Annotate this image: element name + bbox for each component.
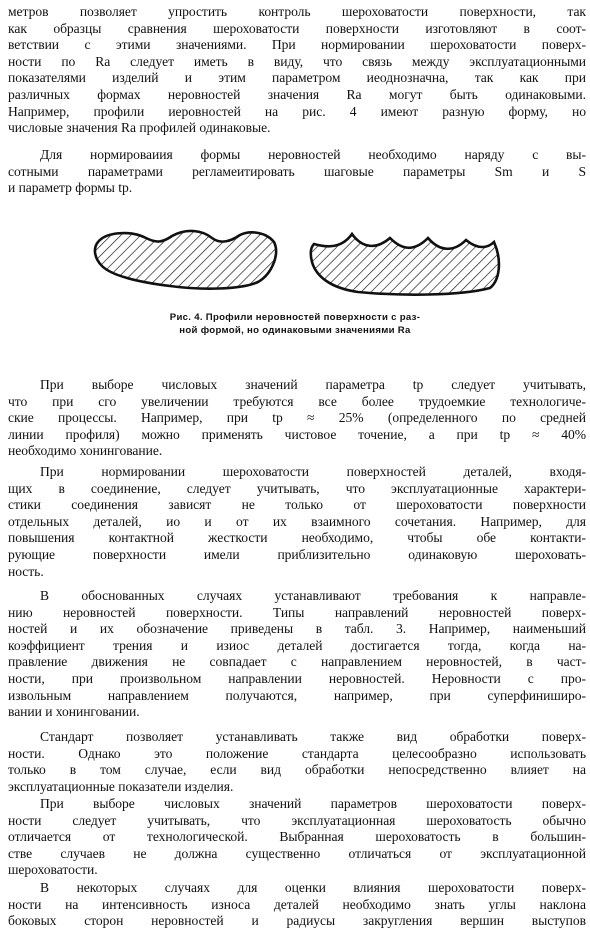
text-line: числовые значения Ra профилей одинаковые. — [8, 120, 271, 136]
text-line: ности по Ra следует иметь в виду, что связь между эксплуатационными — [8, 53, 586, 69]
text-line: линии профиля) можно применять чистовое точение, а при tp ≈ 40% — [8, 426, 586, 442]
text-line: извольным направлением получаются, например, при суперфиниширо- — [8, 687, 586, 703]
joint-surfaces-paragraph — [8, 464, 586, 580]
text-line: отличается от технологической. Выбранная шероховатость в большин- — [8, 829, 586, 845]
text-line: вании и хонинговании. — [8, 704, 140, 720]
text-line: ность. — [8, 563, 44, 579]
text-line: стики соединения зависят не только от шероховатости поверхности — [8, 497, 586, 513]
text-line: ности на интенсивность износа деталей необходимо знать углы наклона — [8, 896, 586, 912]
text-line: В обоснованных случаях устанавливают требования к направле- — [40, 588, 586, 603]
text-line: только в том случае, если вид обработки непосредственно влияет на — [8, 762, 586, 778]
text-line: как образцы сравнения шероховатости поверхности изготовляют в соот- — [8, 20, 586, 36]
text-line: Например, профили иеровностей на рис. 4 имеют разную форму, но — [8, 103, 586, 119]
profile-rounded-peaks — [95, 231, 276, 289]
text-line: показателями изделий и этим параметром иеоднозначна, так как при — [8, 70, 586, 86]
text-line: ности. Однако это положение стандарта целесообразно использовать — [8, 745, 586, 761]
text-line: метров позволяет упростить контроль шероховатости поверхности, так — [8, 4, 586, 19]
text-line: правление движения не совпадает с направлением неровностей, в част- — [8, 654, 586, 670]
text-line: необходимо хонингование. — [8, 443, 163, 459]
wear-paragraph — [8, 880, 586, 930]
text-line: эксплуатационные показатели изделия. — [8, 778, 234, 794]
direction-paragraph — [8, 588, 586, 721]
text-line: При выборе числовых значений параметров шероховатости поверх- — [40, 796, 586, 811]
text-line: При нормировании шероховатости поверхностей деталей, входя- — [40, 464, 586, 479]
text-line: коэффициент трения и изиос деталей достигается тогда, когда на- — [8, 637, 586, 653]
text-line: ностей и их обозначение приведены в табл. 3. Например, наименьший — [8, 621, 586, 637]
text-line: ности, при произвольном направлении неровностей. Неровности с про- — [8, 670, 586, 686]
text-line: повышения контактной жесткости необходимо, чтобы обе контакти- — [8, 530, 586, 546]
top-paragraph — [8, 4, 586, 137]
roughness-profiles-figure — [90, 226, 510, 296]
text-line: боковых сторон неровностей и радиусы закругления вершин выступов — [8, 913, 586, 929]
caption-line: ной формой, но одинаковыми значениями Ra — [179, 325, 411, 336]
text-line: сотными параметрами регламеитировать шаговые параметры Sm и S — [8, 163, 586, 179]
text-line: Стандарт позволяет устанавливать также вид обработки поверх- — [40, 729, 586, 744]
text-line: ветствии с этими значениями. При нормировании шероховатости поверх- — [8, 37, 586, 53]
text-line: нию неровностей поверхности. Типы направлений неровностей поверх- — [8, 604, 586, 620]
operational-roughness-paragraph — [8, 796, 586, 879]
text-line: рующие поверхности имели приблизительно одинаковую шероховать- — [8, 546, 586, 562]
text-line: щих в соединение, следует учитывать, что эксплуатационные характери- — [8, 480, 586, 496]
caption-line: Рис. 4. Профили неровностей поверхности с раз- — [169, 312, 421, 323]
text-line: При выборе числовых значений параметра tp следует учитывать, — [40, 377, 586, 392]
text-line: что при сго увеличении требуются все более трудоемкие технологиче- — [8, 393, 586, 409]
text-line: и параметр формы tp. — [8, 180, 133, 196]
text-line: стве случаев не должна существенно отличаться от эксплуатационной — [8, 845, 586, 861]
text-line: ности следует учитывать, что эксплуатационная шероховатость обычно — [8, 812, 586, 828]
text-line: ские процессы. Например, при tp ≈ 25% (определенного по средней — [8, 410, 586, 426]
text-line: различных формах неровностей значения Ra могут быть одинаковыми. — [8, 86, 586, 102]
figure-caption — [60, 311, 530, 337]
profile-pointed-peaks — [311, 234, 499, 295]
standard-paragraph — [8, 729, 586, 795]
tp-parameter-paragraph — [8, 377, 586, 460]
text-line: В некоторых случаях для оценки влияния шероховатости поверх- — [40, 880, 586, 895]
text-line: отдельных деталей, ио и от их взаимного сочетания. Например, для — [8, 513, 586, 529]
text-line: Для нормироваиия формы неровностей необходимо наряду с вы- — [40, 147, 586, 162]
text-line: шероховатости. — [8, 862, 98, 878]
form-parameters-paragraph — [8, 147, 586, 197]
